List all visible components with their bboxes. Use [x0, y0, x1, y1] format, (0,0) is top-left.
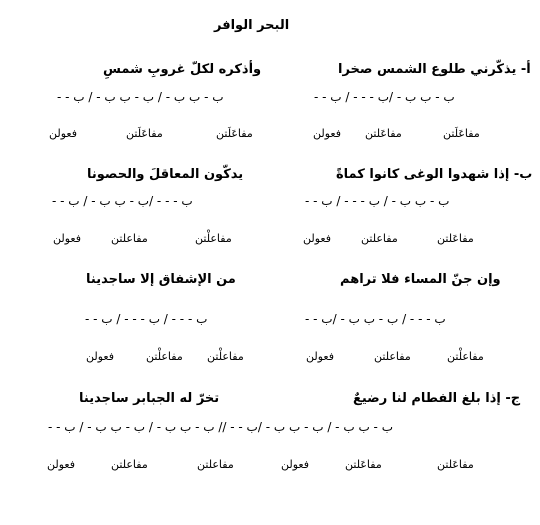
- foot-3-right-2: مفاعلتن: [374, 350, 411, 363]
- foot-3-right-1: مفاعلْتن: [447, 350, 484, 363]
- foot-1-right-1: مفاعَلَتن: [443, 127, 480, 140]
- verse-4-right: ج- إذا بلغ الفطام لنا رضيعٌ: [353, 391, 521, 406]
- foot-1-right-2: مفاعَلتن: [365, 127, 402, 140]
- verse-2-left: يدكّون المعاقلَ والحصونا: [87, 167, 244, 182]
- foot-3-left-2: مفاعلْتن: [146, 350, 183, 363]
- foot-2-right-3: فعولن: [303, 232, 331, 245]
- foot-4-left-2: مفاعلتن: [111, 458, 148, 471]
- page-title: البحر الوافر: [214, 18, 290, 33]
- foot-1-right-3: فعولن: [313, 127, 341, 140]
- foot-4-left-3: فعولن: [47, 458, 75, 471]
- foot-1-left-2: مفاعَلَتن: [126, 127, 163, 140]
- scansion-3-left: ب - - - / ب - - - / ب - -: [85, 312, 208, 326]
- foot-1-left-1: مفاعَلَتن: [216, 127, 253, 140]
- foot-2-left-3: فعولن: [53, 232, 81, 245]
- foot-2-left-2: مفاعلتن: [111, 232, 148, 245]
- verse-3-right: وإن جنّ المساء فلا تراهم: [340, 272, 501, 287]
- foot-1-left-3: فعولن: [49, 127, 77, 140]
- foot-4-left-1: مفاعلتن: [197, 458, 234, 471]
- foot-3-right-3: فعولن: [306, 350, 334, 363]
- foot-4-right-2: مفاعَلتن: [345, 458, 382, 471]
- scansion-1-left: ب - ب ب - / ب - ب ب - / ب - -: [57, 90, 224, 104]
- scansion-4-full: ب - ب ب - / ب - ب ب - /ب - - // ب - ب ب - / ب - ب ب - / ب - -: [48, 420, 393, 434]
- foot-4-right-3: فعولن: [281, 458, 309, 471]
- foot-3-left-3: فعولن: [86, 350, 114, 363]
- foot-2-left-1: مفاعلْتن: [195, 232, 232, 245]
- foot-4-right-1: مفاعَلتن: [437, 458, 474, 471]
- scansion-2-right: ب - ب ب - / ب - - - / ب - -: [305, 194, 450, 208]
- scansion-1-right: ب - ب ب - /ب - - - / ب - -: [314, 90, 455, 104]
- verse-1-right: أ- يذكّرني طلوع الشمس صخرا: [338, 62, 531, 77]
- foot-3-left-1: مفاعلْتن: [207, 350, 244, 363]
- verse-4-left: تخرّ له الجبابر ساجدينا: [79, 391, 220, 406]
- foot-2-right-1: مفاعَلتن: [437, 232, 474, 245]
- verse-1-left: وأذكره لكلّ غروبِ شمسِ: [103, 62, 262, 77]
- verse-3-left: من الإشفاق إلا ساجدينا: [86, 272, 236, 287]
- scansion-2-left: ب - - - /ب - ب ب - / ب - -: [52, 194, 193, 208]
- foot-2-right-2: مفاعلتن: [361, 232, 398, 245]
- verse-2-right: ب- إذا شهدوا الوغى كانوا كماةً: [336, 167, 533, 182]
- scansion-3-right: ب - - - / ب - ب ب - /ب - -: [305, 312, 446, 326]
